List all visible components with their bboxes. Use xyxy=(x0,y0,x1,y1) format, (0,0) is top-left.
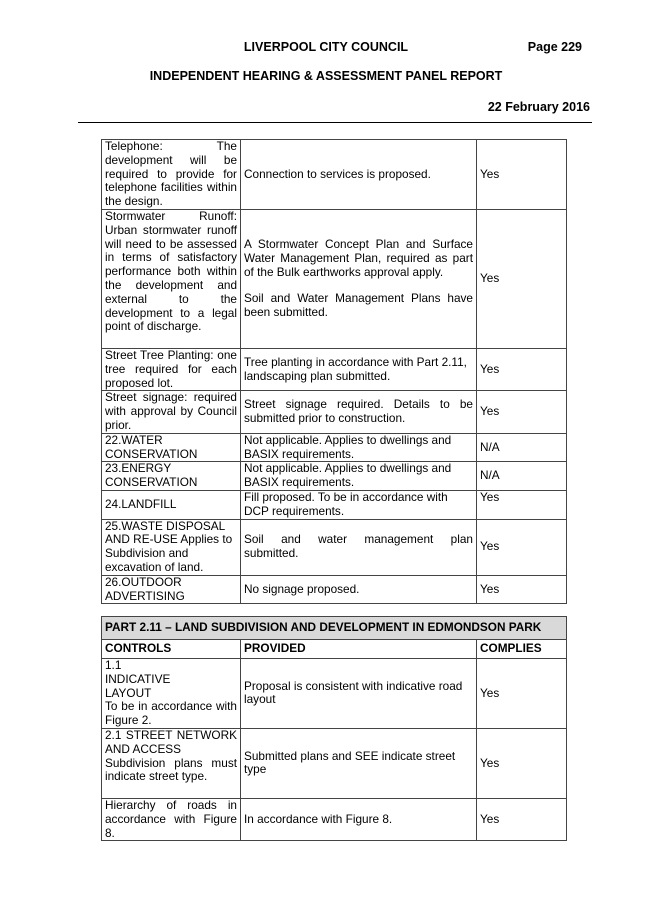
page-number: Page 229 xyxy=(527,40,582,54)
provided-cell xyxy=(241,210,477,349)
table-banner-row xyxy=(102,617,567,640)
provided-cell: No signage proposed. xyxy=(241,575,477,604)
control-heading: 2.1 STREET NETWORK AND ACCESS xyxy=(105,727,237,756)
table-row xyxy=(102,210,567,349)
complies-cell: Yes xyxy=(477,575,567,604)
control-cell: 26.OUTDOOR ADVERTISING xyxy=(102,575,241,604)
control-cell: 25.WASTE DISPOSAL AND RE-USE Applies to Subdivision and excavation of land. xyxy=(102,519,241,575)
provided-text: A Stormwater Concept Plan and Surface Water Management Plan, required as part of the Bulk earthworks approval apply. xyxy=(244,237,473,279)
control-cell: 22.WATER CONSERVATION xyxy=(102,433,241,462)
control-cell xyxy=(102,728,241,798)
complies-cell: Yes xyxy=(477,140,567,210)
complies-header: COMPLIES xyxy=(477,640,567,659)
report-date: 22 February 2016 xyxy=(487,100,590,114)
complies-cell: Yes xyxy=(477,659,567,729)
table-row xyxy=(102,349,567,391)
report-title: INDEPENDENT HEARING & ASSESSMENT PANEL REPORT xyxy=(149,69,503,83)
control-heading: 1.1 INDICATIVE LAYOUT xyxy=(105,658,171,700)
provided-cell: Fill proposed. To be in accordance with DCP requirements. xyxy=(241,490,477,519)
council-name: LIVERPOOL CITY COUNCIL xyxy=(243,40,409,54)
provided-cell: Not applicable. Applies to dwellings and BASIX requirements. xyxy=(241,433,477,462)
provided-cell: In accordance with Figure 8. xyxy=(241,798,477,840)
table-row xyxy=(102,519,567,575)
complies-cell: Yes xyxy=(477,490,567,519)
provided-cell: Soil and water management plan submitted. xyxy=(241,519,477,575)
table-row xyxy=(102,140,567,210)
complies-cell: Yes xyxy=(477,798,567,840)
table-row xyxy=(102,728,567,798)
provided-cell: Tree planting in accordance with Part 2.11, landscaping plan submitted. xyxy=(241,349,477,391)
control-cell: Street Tree Planting: one tree required for each proposed lot. xyxy=(102,349,241,391)
complies-cell: Yes xyxy=(477,519,567,575)
controls-header: CONTROLS xyxy=(102,640,241,659)
control-cell: Street signage: required with approval by Council prior. xyxy=(102,391,241,433)
provided-header: PROVIDED xyxy=(241,640,477,659)
provided-cell: Street signage required. Details to be submitted prior to construction. xyxy=(241,391,477,433)
table-row xyxy=(102,391,567,433)
control-cell: Hierarchy of roads in accordance with Figure 8. xyxy=(102,798,241,840)
control-cell: 23.ENERGY CONSERVATION xyxy=(102,462,241,491)
table-row xyxy=(102,798,567,840)
complies-cell: Yes xyxy=(477,728,567,798)
table-header-row xyxy=(102,640,567,659)
table-row xyxy=(102,490,567,519)
control-cell: Stormwater Runoff: Urban stormwater runoff will need to be assessed in terms of satisfactory performance both within the development and external to the development to a legal point of discharge. xyxy=(102,210,241,349)
provided-cell: Submitted plans and SEE indicate street type xyxy=(241,728,477,798)
table-row xyxy=(102,462,567,491)
control-cell: Telephone: The development will be required to provide for telephone facilities within the design. xyxy=(102,140,241,210)
provided-cell: Not applicable. Applies to dwellings and BASIX requirements. xyxy=(241,462,477,491)
control-text: Subdivision plans must indicate street type. xyxy=(105,755,237,784)
complies-cell: N/A xyxy=(477,462,567,491)
part-2-11-table xyxy=(101,616,567,841)
controls-table xyxy=(101,139,567,604)
provided-cell: Connection to services is proposed. xyxy=(241,140,477,210)
control-cell xyxy=(102,659,241,729)
control-text: To be in accordance with Figure 2. xyxy=(105,699,237,728)
provided-text: Soil and Water Management Plans have been submitted. xyxy=(244,291,473,320)
table-title: PART 2.11 – LAND SUBDIVISION AND DEVELOPMENT IN EDMONDSON PARK xyxy=(102,617,567,640)
complies-cell: Yes xyxy=(477,349,567,391)
header-rule xyxy=(78,122,592,123)
table-row xyxy=(102,575,567,604)
control-cell: 24.LANDFILL xyxy=(102,490,241,519)
complies-cell: Yes xyxy=(477,210,567,349)
provided-cell: Proposal is consistent with indicative road layout xyxy=(241,659,477,729)
table-row xyxy=(102,433,567,462)
complies-cell: N/A xyxy=(477,433,567,462)
table-row xyxy=(102,659,567,729)
complies-cell: Yes xyxy=(477,391,567,433)
